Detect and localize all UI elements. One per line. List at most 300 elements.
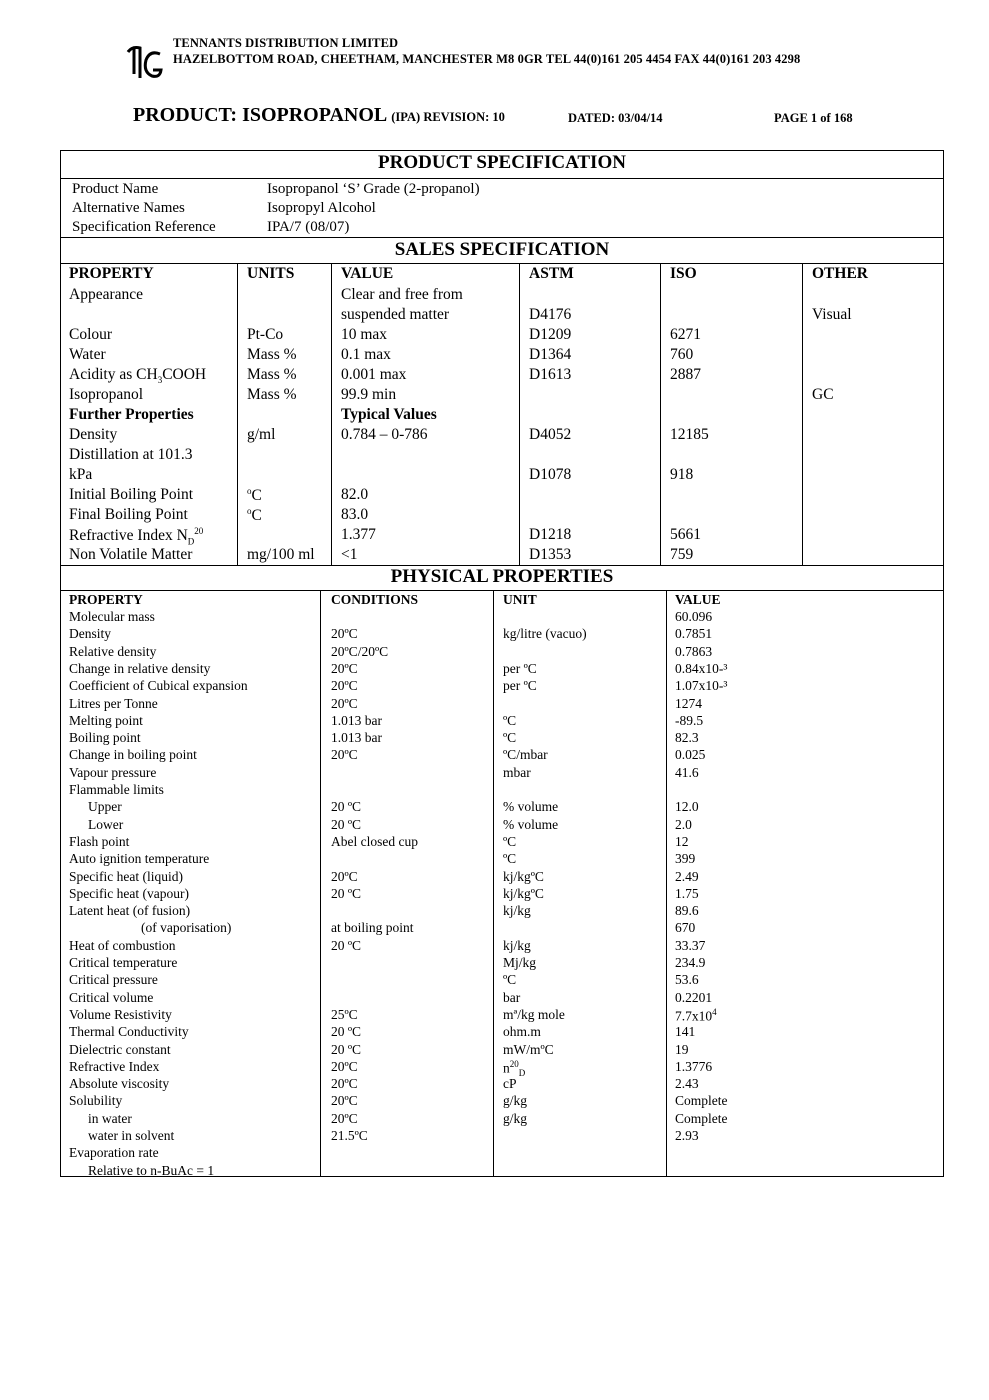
ps-value: Isopropanol ‘S’ Grade (2-propanol) [267,181,480,197]
pp-property [69,713,143,729]
pp-value-text: 2.93 [675,1128,699,1143]
pp-conditions-text: at boiling point [331,920,414,936]
ss-value: Clear and free from [341,286,463,303]
ri-sup: 20 [509,1058,519,1069]
pp-conditions-text: 20 ºC [331,1041,362,1057]
ss-astm: D1078 [529,466,572,483]
pp-value-text: Complete [675,1093,728,1109]
pp-value-text: 7.7x10 [675,1008,713,1024]
pp-unit [503,903,531,919]
pp-value [675,609,712,625]
ss-astm: D4052 [529,426,572,443]
ss-iso: 12185 [670,426,709,443]
pp-value [675,661,727,677]
pp-conditions-text: 20ºC [331,678,358,694]
pp-value [675,972,699,988]
pp-value [675,644,712,660]
pp-unit [503,747,548,763]
col-divider [802,263,803,565]
physical-properties-title: PHYSICAL PROPERTIES [390,566,614,587]
pp-unit-text: ºC [503,833,517,849]
ss-value: 10 max [341,326,388,343]
pp-value-text: 19 [675,1041,689,1057]
divider [60,263,944,264]
pp-unit-text: kj/kgºC [503,868,544,884]
degree-sup: o [247,506,252,516]
pp-conditions-text: 20 ºC [331,937,362,953]
pp-conditions-text: 20 ºC [331,799,362,815]
ss-astm: D1209 [529,326,572,343]
pp-property-text: Absolute viscosity [69,1076,170,1092]
units-text: C [251,507,262,525]
pp-unit-text: ºC [503,712,517,728]
company-logo [126,44,164,84]
ri-sub: D [187,536,195,547]
pp-property-text: Critical pressure [69,972,158,988]
pp-conditions-text: 20ºC [331,626,358,642]
ss-property: Density [69,426,118,443]
pp-property [69,1024,189,1040]
pp-conditions [331,644,388,660]
acidity-pre: Acidity as CH [69,366,158,383]
pp-unit-text: ºC [503,730,517,746]
ps-value: Isopropyl Alcohol [267,200,376,216]
pp-property-text: water in solvent [88,1128,175,1143]
ss-astm: D4176 [529,306,572,323]
pp-unit [503,990,520,1006]
acidity-post: COOH [162,366,207,383]
pp-property-text: Relative to n-BuAc = 1 [88,1162,215,1178]
dated: DATED: 03/04/14 [568,111,663,125]
pp-value-text: 0.2201 [675,989,713,1005]
col-header: UNITS [247,265,295,282]
pp-property-text: Specific heat (vapour) [69,885,189,901]
ss-property: Appearance [69,286,144,303]
pp-value-text: 2.43 [675,1076,699,1092]
pp-unit-text: mbar [503,764,531,780]
pp-conditions [331,747,358,763]
pp-unit-text: mª/kg mole [503,1006,565,1022]
pp-conditions [331,817,361,833]
col-header: ASTM [529,265,574,282]
pp-property-text: Flammable limits [69,782,164,797]
pp-property [69,678,248,694]
pp-conditions [331,1059,358,1075]
pp-conditions [331,869,358,885]
ss-other: Visual [812,306,852,323]
pp-conditions-text: Abel closed cup [331,833,418,849]
pp-conditions [331,1128,368,1144]
ss-property: Water [69,346,106,363]
pp-value-text: 234.9 [675,955,706,970]
pp-unit [503,834,516,850]
pp-property [69,1007,172,1023]
pp-value [675,1093,728,1109]
pp-unit-text: n [503,1060,510,1076]
pp-value [675,626,712,642]
pp-value-text: 141 [675,1024,696,1040]
ss-units: mg/100 ml [247,546,315,563]
ps-label: Product Name [72,181,159,197]
pp-unit [503,1076,517,1092]
ri-sub: D [518,1067,526,1078]
pp-property [69,972,158,988]
ss-iso: 918 [670,466,694,483]
pp-unit-text: ºC [503,851,517,867]
product-label: PRODUCT: ISOPROPANOL [133,104,388,126]
pp-conditions-text: 20ºC [331,868,358,884]
col-header: CONDITIONS [331,592,419,607]
ss-value: 0.001 max [341,366,407,383]
pp-property-text: (of vaporisation) [141,920,232,936]
col-divider [493,590,494,1177]
ss-value: 1.377 [341,526,376,543]
pp-property [69,696,158,712]
pp-unit-text: per ºC [503,660,537,676]
pp-property [69,869,183,885]
pp-unit-text: Mj/kg [503,955,537,970]
ss-property: Colour [69,326,113,343]
pp-value-text: 399 [675,851,696,867]
ss-property: Initial Boiling Point [69,486,194,503]
pp-unit [503,765,531,781]
pp-conditions-text: 21.5ºC [331,1128,368,1143]
pp-unit-text: kj/kg [503,903,531,919]
pp-unit [503,730,516,746]
pp-value [675,1024,695,1040]
product-revision: (IPA) REVISION: 10 [391,110,505,124]
pp-property-text: Solubility [69,1093,123,1109]
pp-value-text: 82.3 [675,730,699,746]
ss-units: Mass % [247,386,297,403]
pp-property-text: Boiling point [69,730,141,746]
pp-property-text: Dielectric constant [69,1041,171,1057]
ss-value: suspended matter [341,306,450,323]
pp-value [675,1111,728,1127]
pp-value [675,886,699,902]
pp-property-text: Change in boiling point [69,747,197,763]
pp-unit [503,817,558,833]
pp-conditions-text: 20ºC [331,747,358,763]
pp-value-text: 0.7863 [675,643,713,659]
col-header: PROPERTY [69,592,143,607]
product-spec-title: PRODUCT SPECIFICATION [378,152,626,173]
pp-value [675,747,705,763]
ss-value: 82.0 [341,486,369,503]
pp-value-text: 1.75 [675,885,699,901]
pp-conditions-text: 20 ºC [331,885,362,901]
pp-value [675,1007,717,1025]
pp-property [69,903,190,919]
pp-property [88,817,123,833]
pp-conditions [331,678,358,694]
pp-property-text: Litres per Tonne [69,695,158,711]
pp-property [69,782,164,798]
pp-conditions [331,886,361,902]
ss-value: 99.9 min [341,386,397,403]
pp-unit [503,851,516,867]
pp-unit [503,869,544,885]
pp-value [675,730,699,746]
col-divider [331,263,332,565]
pp-property-text: Relative density [69,643,157,659]
pp-unit [503,626,587,642]
pp-property-text: Lower [88,816,124,832]
ss-value: 0.784 – 0-786 [341,426,428,443]
pp-property [69,886,189,902]
pp-property [88,1163,214,1179]
pp-value [675,678,727,694]
ps-label: Alternative Names [72,200,185,216]
pp-property [69,1042,171,1058]
col-header: VALUE [341,265,394,282]
pp-conditions-text: 20ºC [331,1093,358,1109]
pp-unit [503,938,531,954]
ss-units [247,506,262,525]
pp-unit-text: % volume [503,816,559,832]
pp-unit [503,661,537,677]
ss-iso: 2887 [670,366,701,383]
pp-value-text: 12 [675,833,689,849]
pp-value [675,938,705,954]
pp-property [88,1111,132,1127]
page-number: PAGE 1 of 168 [774,111,853,125]
pp-property-text: Critical volume [69,989,154,1005]
pp-property [69,1059,159,1075]
pp-unit-text: kg/litre (vacuo) [503,626,587,642]
pp-property [69,747,197,763]
col-header: UNIT [503,592,537,607]
pp-property [141,920,231,936]
pp-value [675,696,702,712]
ss-astm: D1218 [529,526,572,543]
pp-conditions [331,1093,358,1109]
pp-property-text: Change in relative density [69,660,211,676]
company-name: TENNANTS DISTRIBUTION LIMITED [173,36,399,50]
pp-unit-text: ºC [503,972,517,988]
pp-conditions [331,730,382,746]
pp-conditions [331,799,361,815]
ss-property: kPa [69,466,93,483]
pp-value-text: 0.84x10-³ [675,660,728,676]
ss-astm: D1353 [529,546,572,563]
pp-conditions [331,696,358,712]
pp-value-text: 1.3776 [675,1058,713,1074]
pp-value-text: 1274 [675,695,702,711]
pp-conditions [331,713,382,729]
pp-value [675,1128,699,1144]
pp-value [675,765,699,781]
pp-conditions [331,1024,361,1040]
divider [60,590,944,591]
pp-value [675,990,712,1006]
ps-label: Specification Reference [72,219,216,235]
pp-property-text: Refractive Index [69,1058,160,1074]
pp-conditions-text: 20 ºC [331,816,362,832]
pp-property-text: Latent heat (of fusion) [69,903,191,919]
exponent-sup: 4 [712,1006,717,1017]
ss-property [69,366,206,385]
pp-conditions [331,626,358,642]
typical-values-heading: Typical Values [341,406,437,423]
pp-property [69,1076,169,1092]
pp-conditions [331,1042,361,1058]
pp-value-text: 12.0 [675,799,699,815]
company-address: HAZELBOTTOM ROAD, CHEETHAM, MANCHESTER M8 0GR TEL 44(0)161 205 4454 FAX 44(0)161 203 4298 [173,52,801,66]
ss-value: <1 [341,546,358,563]
pp-value-text: 53.6 [675,972,699,988]
product-title [133,104,505,127]
pp-unit-text: kj/kgºC [503,885,544,901]
col-divider [660,263,661,565]
sales-spec-title: SALES SPECIFICATION [394,239,610,260]
ss-property [69,526,203,546]
ss-property: Isopropanol [69,386,144,403]
pp-value-text: 0.7851 [675,626,713,642]
pp-value-text: 41.6 [675,764,699,780]
col-divider [519,263,520,565]
pp-conditions [331,1076,358,1092]
ss-property: Final Boiling Point [69,506,188,523]
pp-value-text: 1.07x10-³ [675,678,728,694]
pp-property [69,626,111,642]
divider [60,237,944,238]
pp-unit [503,955,536,971]
pp-unit [503,1007,565,1023]
further-properties-heading: Further Properties [69,406,194,423]
pp-conditions [331,920,414,936]
pp-conditions-text: 25ºC [331,1006,358,1022]
pp-conditions-text: 1.013 bar [331,730,382,746]
pp-unit [503,1059,525,1078]
pp-value [675,1059,712,1075]
pp-unit [503,799,558,815]
pp-property [69,990,153,1006]
pp-property-text: Melting point [69,712,143,728]
ri-text: Refractive Index N [69,527,188,545]
pp-conditions-text: 1.013 bar [331,712,382,728]
pp-unit-text: kj/kg [503,937,531,953]
pp-value [675,1076,699,1092]
pp-property [69,851,209,867]
pp-conditions-text: 20ºC [331,660,358,676]
ss-property: Non Volatile Matter [69,546,193,563]
pp-unit [503,713,516,729]
pp-value [675,903,699,919]
pp-property [69,955,177,971]
pp-unit [503,1042,554,1058]
pp-value [675,817,692,833]
pp-conditions [331,1007,358,1023]
ss-iso: 759 [670,546,694,563]
pp-unit [503,972,516,988]
pp-unit [503,678,537,694]
pp-conditions-text: 20ºC/20ºC [331,643,389,659]
pp-property-text: Heat of combustion [69,937,176,953]
pp-property-text: Coefficient of Cubical expansion [69,678,248,694]
pp-property [69,1145,159,1161]
pp-unit-text: g/kg [503,1093,528,1109]
col-header: ISO [670,265,697,282]
pp-value-text: 2.0 [675,816,692,832]
pp-value [675,1042,689,1058]
pp-property [69,834,129,850]
ss-other: GC [812,386,834,403]
col-divider [320,590,321,1177]
pp-conditions-text: 20ºC [331,1076,358,1092]
ss-iso: 6271 [670,326,701,343]
units-text: C [251,487,262,505]
ss-units: Mass % [247,346,297,363]
pp-value [675,834,689,850]
pp-value-text: 89.6 [675,903,699,919]
pp-property-text: Volume Resistivity [69,1006,172,1022]
pp-unit-text: % volume [503,799,559,815]
col-header: VALUE [675,592,721,607]
pp-property-text: in water [88,1110,132,1126]
ss-iso: 5661 [670,526,701,543]
pp-value-text: -89.5 [675,712,704,728]
pp-unit [503,886,544,902]
pp-conditions [331,938,361,954]
pp-property-text: Flash point [69,833,130,849]
ss-value: 83.0 [341,506,369,523]
degree-sup: o [247,486,252,496]
pp-property [69,644,156,660]
pp-value-text: 2.49 [675,868,699,884]
ss-units [247,486,262,505]
pp-unit [503,1093,527,1109]
ss-value: 0.1 max [341,346,391,363]
pp-property-text: Critical temperature [69,955,178,970]
pp-property [88,799,122,815]
pp-unit-text: ohm.m [503,1024,541,1040]
pp-property-text: Thermal Conductivity [69,1024,189,1040]
pp-value-text: 0.025 [675,747,706,763]
pp-unit [503,1111,527,1127]
ri-sup: 20 [194,526,204,536]
ss-units: Mass % [247,366,297,383]
pp-property [69,609,155,625]
acidity-sub: 3 [157,375,163,386]
pp-value-text: 33.37 [675,937,706,953]
col-divider [237,263,238,565]
pp-value [675,799,699,815]
pp-conditions-text: 20ºC [331,1110,358,1126]
pp-unit-text: per ºC [503,678,537,694]
pp-unit-text: g/kg [503,1110,528,1126]
pp-conditions [331,834,418,850]
pp-property-text: Auto ignition temperature [69,851,210,867]
pp-property-text: Density [69,626,111,642]
ss-astm: D1364 [529,346,572,363]
pp-value [675,955,705,971]
pp-property [69,938,175,954]
pp-property [69,661,210,677]
ps-value: IPA/7 (08/07) [267,219,350,235]
ss-astm: D1613 [529,366,572,383]
ss-iso: 760 [670,346,694,363]
pp-property [69,1093,122,1109]
pp-value [675,869,699,885]
pp-property-text: Specific heat (liquid) [69,868,183,884]
pp-conditions-text: 20 ºC [331,1024,362,1040]
pp-unit-text: ºC/mbar [503,747,548,763]
pp-conditions-text: 20ºC [331,1058,358,1074]
pp-property-text: Evaporation rate [69,1145,159,1161]
pp-value [675,851,695,867]
pp-property [88,1128,174,1144]
